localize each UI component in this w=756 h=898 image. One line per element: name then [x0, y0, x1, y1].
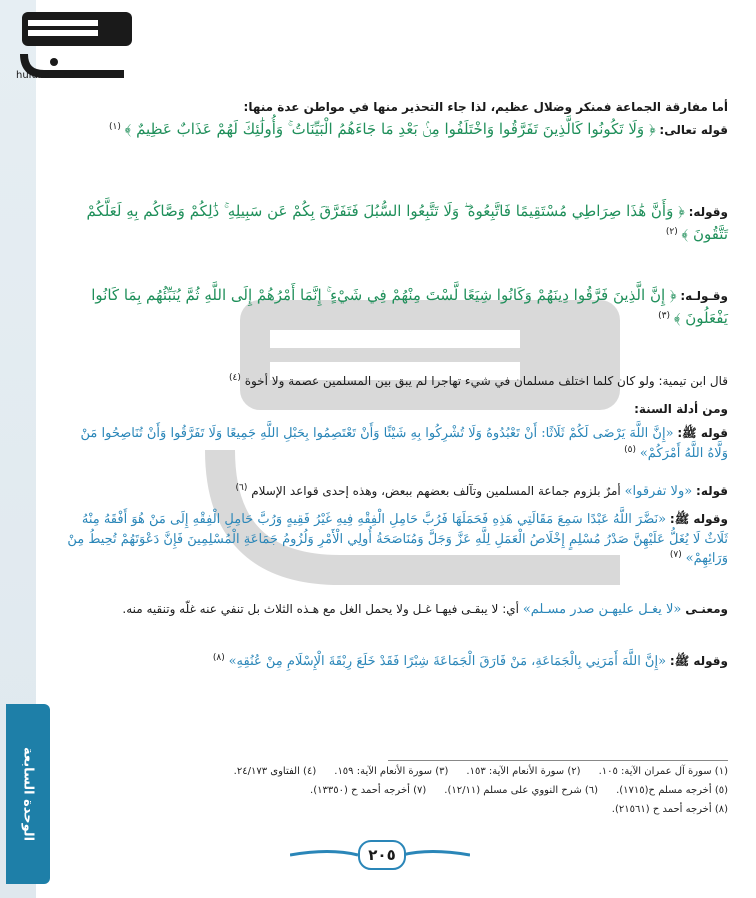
meaning-text: أي: لا يبقـى فيهـا غـل ولا يحمل الغل مع هـذه الثلاث بل تنفي عنه غلّه وتنقيه منه.: [122, 602, 519, 616]
footnote: (١) سورة آل عمران الآية: ١٠٥.: [598, 766, 728, 777]
verse-1-text: ﴿ وَلَا تَكُونُوا كَالَّذِينَ تَفَرَّقُوا وَاخْتَلَفُوا مِنۢ بَعْدِ مَا جَاءَهُمُ الْبَيِّنَاتُ ۚ وَأُولَٰئِكَ لَهُمْ عَذَابٌ عَظِيمٌ ﴾: [124, 120, 656, 138]
hadith-1-ref: (٥): [624, 444, 637, 455]
verse-2-block: [64, 200, 728, 245]
verse-1-lead: قوله تعالى:: [659, 123, 728, 137]
page-number: ٢٠٥: [358, 840, 406, 870]
meaning-paragraph: [64, 600, 728, 620]
hadith-3-lead: وقوله ﷺ:: [669, 512, 728, 526]
sunnah-heading-block: [64, 400, 728, 418]
footnote: (٨) أخرجه أحمد ح (٢١٥٦١).: [611, 804, 728, 815]
unit-tab: [6, 704, 50, 884]
hadith-4-lead: وقوله ﷺ:: [669, 654, 728, 668]
footnote: (٣) سورة الأنعام الآية: ١٥٩.: [334, 766, 449, 777]
hadith-1-block: [64, 424, 728, 463]
verse-2-text: ﴿ وَأَنَّ هَٰذَا صِرَاطِي مُسْتَقِيمًا فَاتَّبِعُوهُ ۖ وَلَا تَتَّبِعُوا السُّبُلَ فَتَفَرَّقَ بِكُمْ عَن سَبِيلِهِ ۚ ذَٰلِكُمْ وَصَّاكُم بِهِ لَعَلَّكُمْ تَتَّقُونَ ﴾: [86, 202, 728, 243]
page-number-ornament: [290, 840, 470, 870]
hadith-2-block: [64, 482, 728, 502]
footnote-row: [64, 762, 728, 781]
intro-paragraph: [64, 98, 728, 116]
meaning-lead: ومعنـى: [685, 602, 728, 616]
verse-3-ref: (٣): [658, 310, 671, 321]
footnote-row: [64, 800, 728, 819]
verse-3-lead: وقـولـه:: [680, 289, 728, 303]
footnote: (٥) أخرجه مسلم ح(١٧١٥).: [616, 785, 728, 796]
sunnah-heading: ومن أدلة السنة:: [634, 402, 728, 416]
hadith-1-lead: قوله ﷺ:: [677, 426, 728, 440]
hadith-3-text: «نَضَّرَ اللَّهُ عَبْدًا سَمِعَ مَقَالَتِي هَذِهِ فَحَمَلَهَا فَرُبَّ حَامِلِ الْفِقْهِ فِيهِ غَيْرُ فَقِيهٍ وَرُبَّ حَامِلِ الْفِقْهِ إِلَى مَنْ هُوَ أَفْقَهُ مِنْهُ ثَلَاثٌ لَا يُغَلُّ عَلَيْهِنَّ صَدْرُ مُسْلِمٍ إِخْلَاصُ الْعَمَلِ لِلَّهِ عَزَّ وَجَلَّ وَمُنَاصَحَةُ أُولِي الْأَمْرِ وَلُزُومُ جَمَاعَةِ الْمُسْلِمِينَ فَإِنَّ دَعْوَتَهُمْ تُحِيطُ مِنْ وَرَائِهِمْ»: [67, 512, 728, 566]
hadith-2-ref: (٦): [235, 483, 248, 493]
footnote-divider: [388, 760, 728, 761]
footnote-row: [64, 781, 728, 800]
hadith-4-ref: (٨): [212, 653, 225, 663]
hadith-3-ref: (٧): [669, 550, 682, 560]
footnote: (٧) أخرجه أحمد ح (١٣٣٥٠).: [310, 785, 427, 796]
footnotes: [64, 762, 728, 819]
verse-1-ref: (١): [108, 122, 121, 132]
verse-3-text: ﴿ إِنَّ الَّذِينَ فَرَّقُوا دِينَهُمْ وَكَانُوا شِيَعًا لَّسْتَ مِنْهُمْ فِي شَيْءٍ ۚ إِنَّمَا أَمْرُهُمْ إِلَى اللَّهِ ثُمَّ يُنَبِّئُهُم بِمَا كَانُوا يَفْعَلُونَ ﴾: [91, 286, 728, 327]
verse-2-ref: (٢): [665, 226, 678, 237]
hadith-2-text: أمرٌ بلزوم جماعة المسلمين وتآلف بعضهم ببعض، وهذه إحدى قواعد الإسلام: [251, 484, 621, 498]
unit-tab-label: الوحدة السابعة: [20, 746, 36, 842]
verse-1-block: [64, 118, 728, 141]
intro-text: أما مفارقة الجماعة فمنكر وضلال عظيم، لذا جاء التحذير منها في مواطن عدة منها:: [243, 100, 728, 114]
hadith-2-quote: «ولا تفرقوا»: [624, 484, 693, 499]
hadith-4-block: [64, 652, 728, 672]
meaning-quote: «لا يغـل عليهـن صدر مسـلم»: [522, 602, 682, 617]
ibn-taymiyya-text: قال ابن تيمية: ولو كان كلما اختلف مسلمان في شيء تهاجرا لم يبق بين المسلمين عصمة ولا أخوة: [244, 374, 728, 388]
ibn-taymiyya-paragraph: [64, 372, 728, 390]
footnote: (٦) شرح النووي على مسلم (١٢/١١).: [444, 785, 599, 796]
ibn-taymiyya-ref: (٤): [228, 373, 241, 383]
footnote: (٤) الفتاوى ٢٤/١٧٣.: [233, 766, 317, 777]
hadith-3-block: [64, 510, 728, 569]
hadith-2-lead: قوله:: [696, 484, 728, 498]
hadith-1-text: «إِنَّ اللَّهَ يَرْضَى لَكُمْ ثَلَاثًا: أَنْ تَعْبُدُوهُ وَلَا تُشْرِكُوا بِهِ شَيْئًا وَأَنْ تَعْتَصِمُوا بِحَبْلِ اللَّهِ جَمِيعًا وَلَا تَفَرَّقُوا وَأَنْ تُنَاصِحُوا مَنْ وَلَّاهُ اللَّهُ أَمْرَكُمْ»: [80, 426, 728, 461]
verse-2-lead: وقوله:: [688, 205, 728, 219]
footnote: (٢) سورة الأنعام الآية: ١٥٣.: [466, 766, 581, 777]
logo-tagline: hulul.online: [16, 70, 75, 81]
hadith-4-text: «إِنَّ اللَّهَ أَمَرَنِي بِالْجَمَاعَةِ، مَنْ فَارَقَ الْجَمَاعَةَ شِبْرًا فَقَدْ خَلَعَ رِبْقَةَ الْإِسْلَامِ مِنْ عُنُقِهِ»: [228, 654, 667, 669]
verse-3-block: [64, 284, 728, 329]
